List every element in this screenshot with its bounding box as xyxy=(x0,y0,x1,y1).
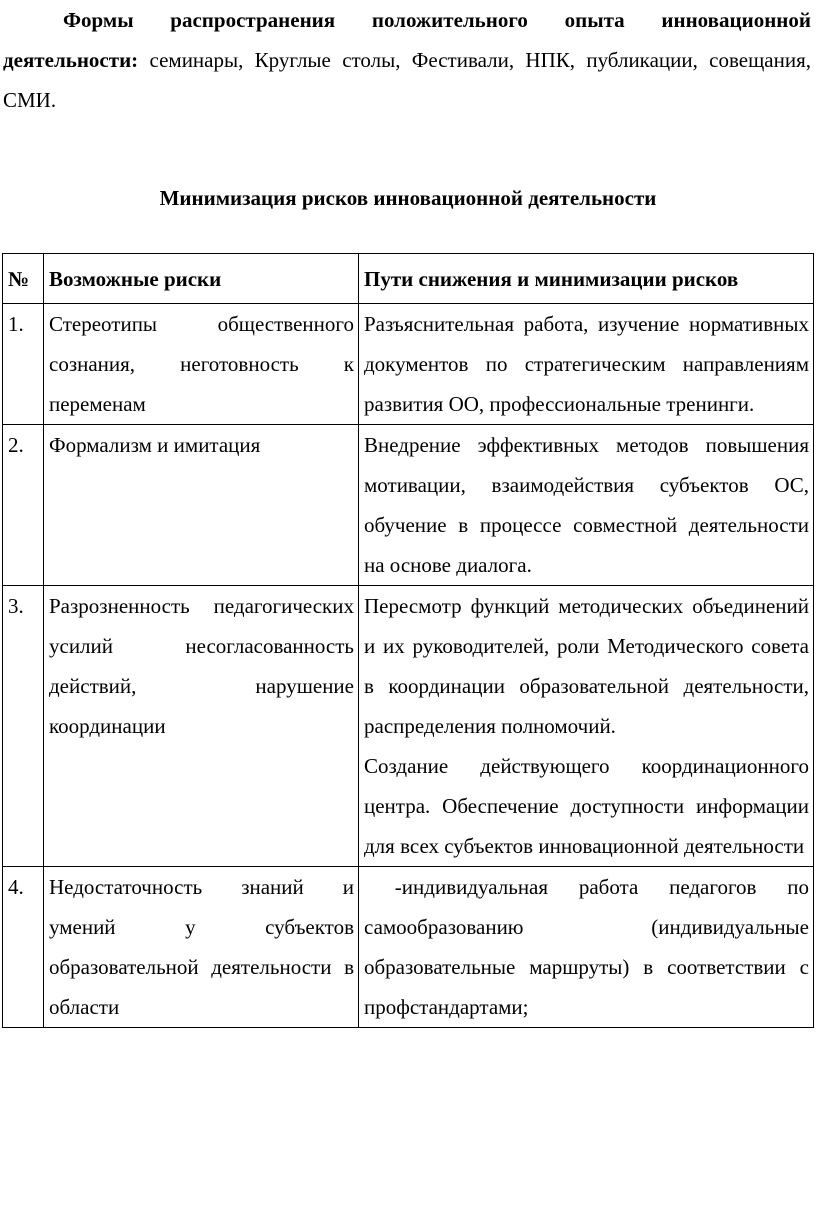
row-risk: Стереотипы общественного сознания, неготовность к переменам xyxy=(44,304,359,425)
row-way-paragraph: Создание действующего координационного центра. Обеспечение доступности информации для всех субъектов инновационной деятельности xyxy=(364,754,809,858)
row-risk: Разрозненность педагогических усилий несогласованность действий, нарушение координации xyxy=(44,586,359,867)
row-num: 4. xyxy=(3,867,44,1028)
risks-table xyxy=(2,253,814,1028)
row-risk: Недостаточность знаний и умений у субъектов образовательной деятельности в области xyxy=(44,867,359,1028)
intro-bold-lead: Формы распространения положительного опыта инновационной деятельности: xyxy=(3,8,811,72)
row-num: 2. xyxy=(3,425,44,586)
header-risk: Возможные риски xyxy=(44,254,359,304)
row-risk: Формализм и имитация xyxy=(44,425,359,586)
row-way: Разъяснительная работа, изучение нормативных документов по стратегическим направлениям развития ОО, профессиональные тренинги. xyxy=(359,304,814,425)
row-way-paragraph: Пересмотр функций методических объединений и их руководителей, роли Методического совета в координации образовательной деятельности, распределения полномочий. xyxy=(364,594,809,738)
table-row xyxy=(3,304,814,425)
intro-rest: семинары, Круглые столы, Фестивали, НПК, публикации, совещания, СМИ. xyxy=(3,48,811,112)
table-header-row xyxy=(3,254,814,304)
section-title: Минимизация рисков инновационной деятельности xyxy=(159,186,657,210)
header-num: № xyxy=(3,254,44,304)
table-row xyxy=(3,867,814,1028)
row-num: 3. xyxy=(3,586,44,867)
table-row xyxy=(3,425,814,586)
row-way: Внедрение эффективных методов повышения мотивации, взаимодействия субъектов ОС, обучение в процессе совместной деятельности на основе диалога. xyxy=(359,425,814,586)
header-way: Пути снижения и минимизации рисков xyxy=(359,254,814,304)
row-way: -индивидуальная работа педагогов по самообразованию (индивидуальные образовательные маршруты) в соответствии с профстандартами; xyxy=(359,867,814,1028)
row-way xyxy=(359,586,814,867)
intro-paragraph xyxy=(3,0,811,120)
table-row xyxy=(3,586,814,867)
row-num: 1. xyxy=(3,304,44,425)
